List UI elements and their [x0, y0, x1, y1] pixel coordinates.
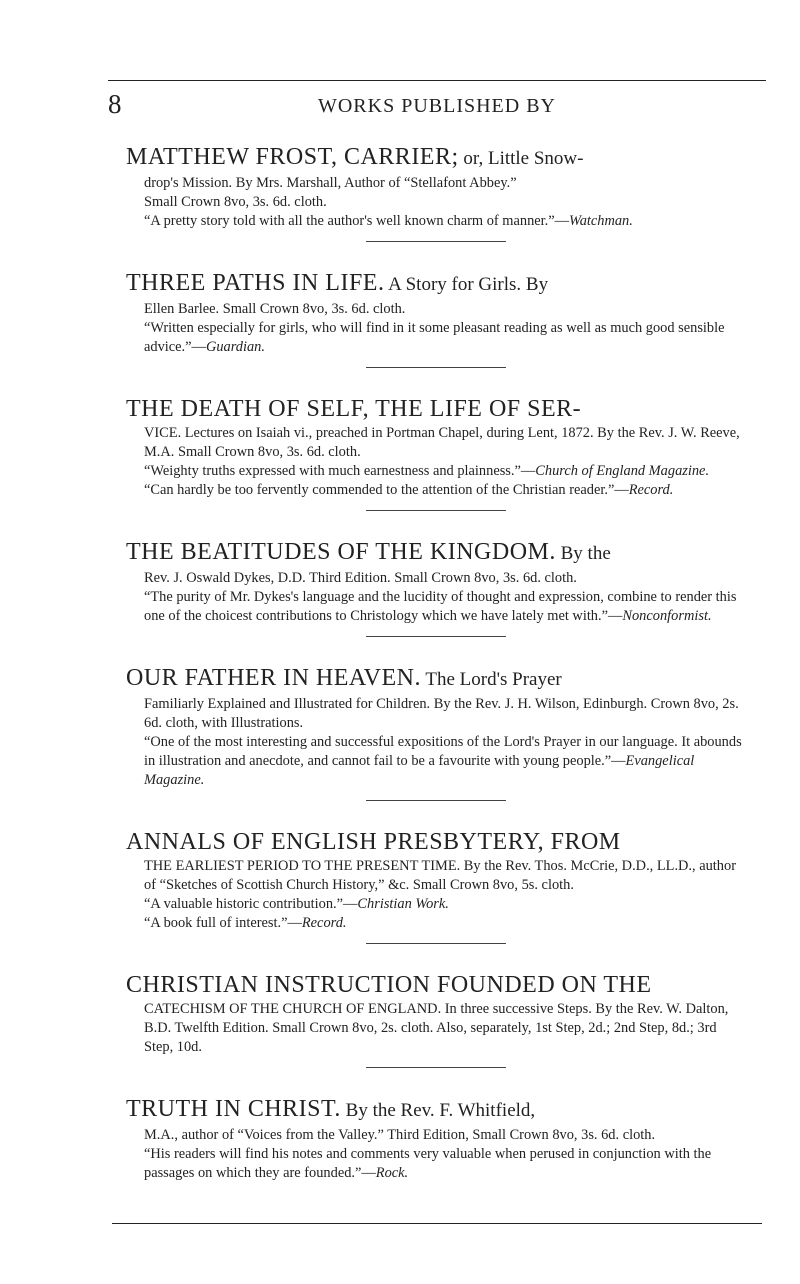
entry-divider: [366, 241, 506, 242]
review-text: “The purity of Mr. Dykes's language and the lucidity of thought and expression, combine to render this one of the choicest contributions to Christology which we have lately met with.”—: [144, 589, 737, 624]
review-source: Watchman.: [569, 213, 633, 229]
entry-divider: [366, 510, 506, 511]
review-source: Nonconformist.: [622, 608, 712, 624]
book-title-main: ANNALS OF ENGLISH PRESBYTERY, FROM: [126, 829, 621, 855]
book-details: [126, 1126, 746, 1183]
running-title: WORKS PUBLISHED BY: [317, 95, 557, 117]
book-title: [126, 537, 746, 569]
book-description: THE EARLIEST PERIOD TO THE PRESENT TIME. By the Rev. Thos. McCrie, D.D., LL.D., author of “Sketches of Scottish Church History,” &c. Small Crown 8vo, 5s. cloth.: [144, 858, 736, 893]
book-title: [126, 142, 746, 174]
book-title-continuation: The Lord's Prayer: [420, 669, 562, 690]
page-number: 8: [108, 89, 122, 119]
book-description: Ellen Barlee. Small Crown 8vo, 3s. 6d. cloth.: [144, 301, 406, 317]
book-title-main: THE BEATITUDES OF THE KINGDOM.: [126, 539, 556, 565]
book-entry: [126, 970, 746, 1068]
book-title-continuation: By the Rev. F. Whitfield,: [340, 1100, 536, 1121]
book-entry: [126, 394, 746, 511]
review-text: “One of the most interesting and successful expositions of the Lord's Prayer in our language. It abounds in illustration and anecdote, and cannot fail to be a favourite with young people.”—: [144, 734, 742, 769]
review-source: Record.: [301, 915, 347, 931]
book-title: [126, 394, 746, 424]
book-title-main: TRUTH IN CHRIST.: [126, 1096, 341, 1122]
review-text: “Written especially for girls, who will find in it some pleasant reading as well as much good sensible advice.”—: [144, 320, 725, 355]
book-title-main: THE DEATH OF SELF, THE LIFE OF SER-: [126, 396, 582, 422]
review-source: Church of England Magazine.: [535, 463, 710, 479]
review-text: “A book full of interest.”—: [144, 915, 302, 931]
book-details: [126, 424, 746, 500]
book-details: [126, 569, 746, 626]
review-quote: [144, 588, 746, 626]
entry-divider: [366, 943, 506, 944]
book-description: CATECHISM OF THE CHURCH OF ENGLAND. In three successive Steps. By the Rev. W. Dalton, B.D. Twelfth Edition. Small Crown 8vo, 2s. cloth. Also, separately, 1st Step, 2d.; 2nd Step, 8d.; 3rd Step, 10d.: [144, 1001, 729, 1055]
book-entry: [126, 537, 746, 637]
book-description: VICE. Lectures on Isaiah vi., preached in Portman Chapel, during Lent, 1872. By the Rev. J. W. Reeve, M.A. Small Crown 8vo, 3s. 6d. cloth.: [144, 425, 740, 460]
book-details: [126, 300, 746, 357]
review-quote: [144, 481, 746, 500]
review-text: “A pretty story told with all the author's well known charm of manner.”—: [144, 213, 570, 229]
review-text: “A valuable historic contribution.”—: [144, 896, 358, 912]
entry-divider: [366, 367, 506, 368]
review-quote: [144, 733, 746, 790]
review-source: Record.: [628, 482, 674, 498]
book-entry: [126, 268, 746, 368]
review-source: Guardian.: [205, 339, 265, 355]
review-quote: [144, 212, 746, 231]
book-title: [126, 970, 746, 1000]
review-quote: [144, 319, 746, 357]
bottom-rule: [112, 1223, 762, 1224]
book-entry: [126, 1094, 746, 1183]
review-quote: [144, 462, 746, 481]
review-source: Evangelical Magazine.: [144, 753, 695, 788]
review-quote: [144, 1145, 746, 1183]
book-title-main: OUR FATHER IN HEAVEN.: [126, 665, 421, 691]
book-description: M.A., author of “Voices from the Valley.” Third Edition, Small Crown 8vo, 3s. 6d. cloth.: [144, 1127, 656, 1143]
book-details: [126, 1000, 746, 1057]
book-entry: [126, 142, 746, 242]
book-title: [126, 1094, 746, 1126]
review-text: “His readers will find his notes and comments very valuable when perused in conjunction with the passages on which they are founded.”—: [144, 1146, 712, 1181]
book-title: [126, 663, 746, 695]
review-source: Christian Work.: [357, 896, 449, 912]
top-rule: [108, 80, 766, 81]
book-details: [126, 174, 746, 231]
book-title: [126, 827, 746, 857]
book-entry: [126, 663, 746, 801]
book-title-continuation: A Story for Girls. By: [384, 274, 549, 295]
book-details: [126, 695, 746, 790]
book-title-main: MATTHEW FROST, CARRIER;: [126, 144, 459, 170]
entries-list: [126, 142, 746, 1183]
review-quote: [144, 914, 746, 933]
book-title: [126, 268, 746, 300]
book-title-main: CHRISTIAN INSTRUCTION FOUNDED ON THE: [126, 972, 652, 998]
book-title-continuation: or, Little Snow-: [458, 148, 584, 169]
book-title-continuation: By the: [555, 543, 611, 564]
book-details: [126, 857, 746, 933]
entry-divider: [366, 1067, 506, 1068]
book-title-main: THREE PATHS IN LIFE.: [126, 270, 385, 296]
entry-divider: [366, 800, 506, 801]
entry-divider: [366, 636, 506, 637]
review-text: “Can hardly be too fervently commended to the attention of the Christian reader.”—: [144, 482, 629, 498]
review-source: Rock.: [375, 1165, 409, 1181]
book-entry: [126, 827, 746, 944]
book-description: Familiarly Explained and Illustrated for Children. By the Rev. J. H. Wilson, Edinburgh. Crown 8vo, 2s. 6d. cloth, with Illustrations.: [144, 696, 739, 731]
review-text: “Weighty truths expressed with much earnestness and plainness.”—: [144, 463, 536, 479]
review-quote: [144, 895, 746, 914]
page-header: [108, 88, 766, 124]
book-description: Rev. J. Oswald Dykes, D.D. Third Edition. Small Crown 8vo, 3s. 6d. cloth.: [144, 570, 577, 586]
book-description: drop's Mission. By Mrs. Marshall, Author of “Stellafont Abbey.”: [144, 175, 517, 191]
book-description: Small Crown 8vo, 3s. 6d. cloth.: [144, 194, 327, 210]
